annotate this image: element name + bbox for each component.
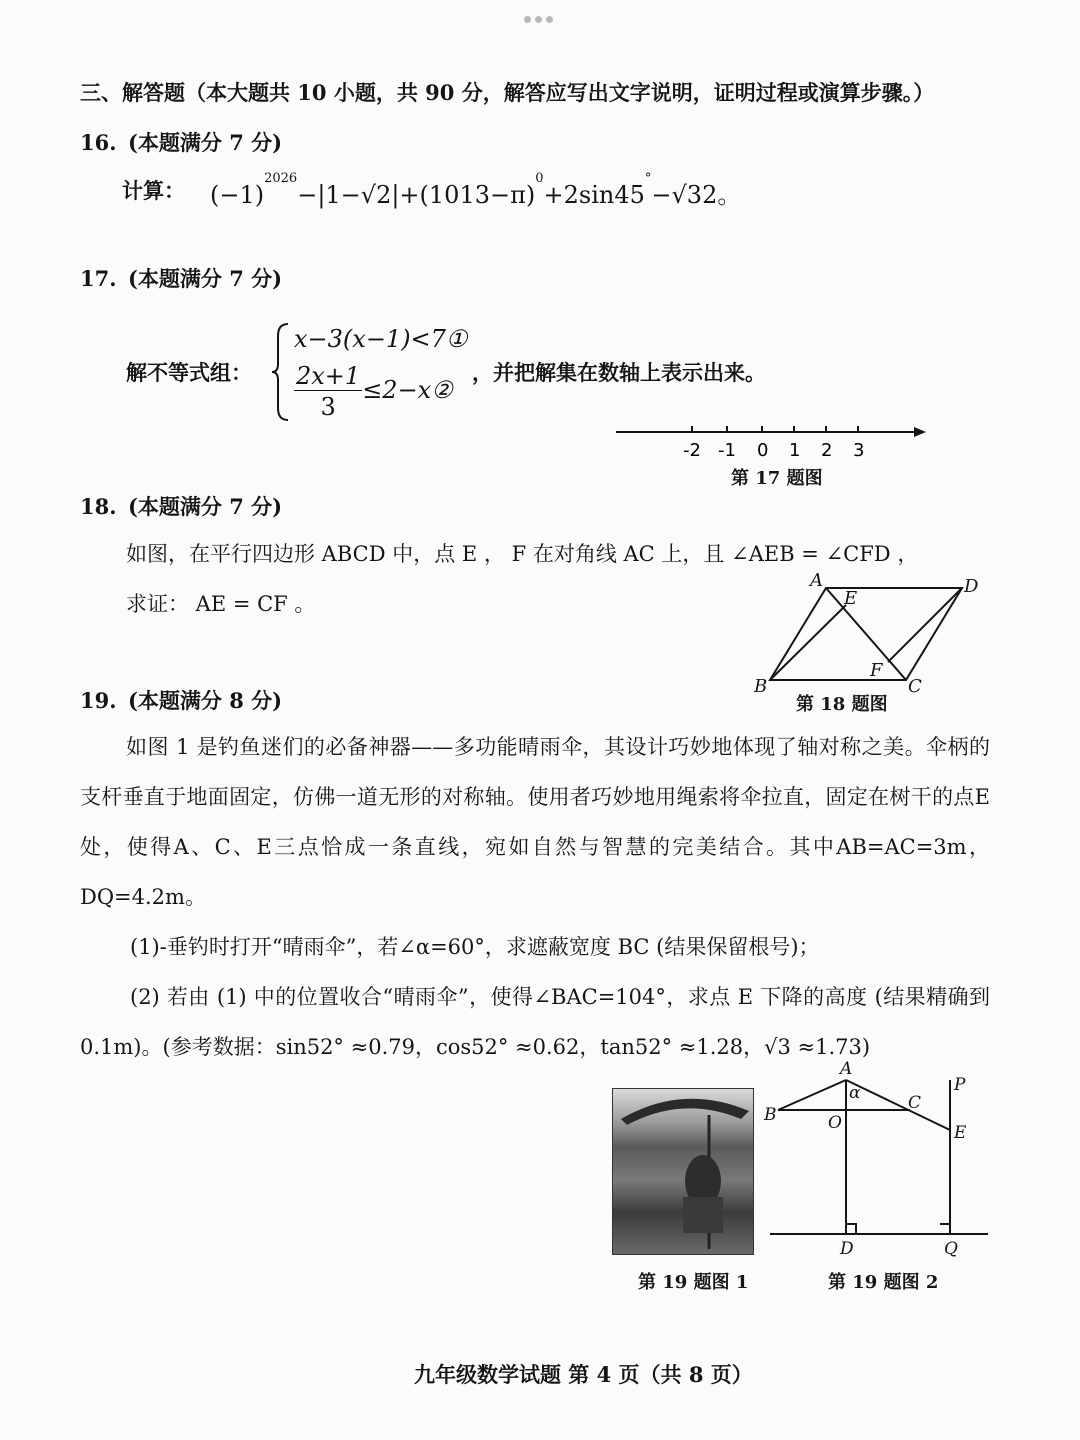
q18-line2: 求证： AE = CF 。 <box>126 592 316 616</box>
axis-label-neg2: -2 <box>683 440 701 461</box>
fig2-point-E: E <box>954 1123 967 1143</box>
fig2-point-C: C <box>908 1093 922 1113</box>
q18-score: (本题满分 7 分) <box>128 494 283 519</box>
q19-score: (本题满分 8 分) <box>128 688 283 713</box>
q17-tail: ，并把解集在数轴上表示出来。 <box>472 360 766 385</box>
fig2-point-P: P <box>954 1075 966 1095</box>
q18-number: 18. <box>80 494 117 519</box>
q19-caption-1: 第 19 题图 1 <box>638 1272 749 1293</box>
point-B: B <box>754 676 768 697</box>
point-C: C <box>908 676 922 697</box>
point-F: F <box>870 660 883 681</box>
fig2-point-O: O <box>828 1113 842 1133</box>
q19-paragraph: 如图 1 是钓鱼迷们的必备神器——多功能晴雨伞，其设计巧妙地体现了轴对称之美。伞柄的支杆垂直于地面固定，仿佛一道无形的对称轴。使用者巧妙地用绳索将伞拉直，固定在树干的点E处，使得A、C、E三点恰成一条直线，宛如自然与智慧的完美结合。其中AB=AC=3m，DQ=4.2m。 <box>80 735 990 909</box>
fig2-point-D: D <box>840 1239 854 1259</box>
parallelogram-figure <box>748 572 988 702</box>
umbrella-diagram <box>760 1058 1000 1268</box>
q16-expression: $(-1)^{2026}-|1-√2|+(1013-\pi)^0+2\sin 45^\circ-√32$。 <box>210 171 742 209</box>
fig2-point-A: A <box>840 1059 853 1079</box>
section-heading: 三、解答题（本大题共 10 小题，共 90 分，解答应写出文字说明，证明过程或演算步骤。） <box>80 80 935 105</box>
axis-label-3: 3 <box>853 440 865 461</box>
q18-line1: 如图，在平行四边形 ABCD 中，点 E ， F 在对角线 AC 上，且 ∠AEB = ∠CFD ， <box>126 542 919 566</box>
axis-label-0: 0 <box>757 440 769 461</box>
q16-prompt: 计算： <box>122 178 185 203</box>
q17-prompt: 解不等式组： <box>126 360 252 385</box>
q19-number: 19. <box>80 688 117 713</box>
q17-fraction-numerator: 2x+1 <box>296 362 361 390</box>
q19-caption-2: 第 19 题图 2 <box>828 1272 939 1293</box>
fig2-point-Q: Q <box>944 1239 958 1259</box>
q16-number: 16. <box>80 130 117 155</box>
q17-score: (本题满分 7 分) <box>128 266 283 291</box>
fig2-point-B: B <box>764 1105 777 1125</box>
number-line <box>612 418 932 468</box>
point-D: D <box>964 576 979 597</box>
point-E: E <box>844 588 858 609</box>
system-brace <box>270 322 292 422</box>
q16-score: (本题满分 7 分) <box>128 130 283 155</box>
q18-caption: 第 18 题图 <box>796 694 888 715</box>
axis-label-neg1: -1 <box>718 440 736 461</box>
q17-inequality-1: x−3(x−1)<7① <box>294 325 468 353</box>
axis-label-2: 2 <box>821 440 833 461</box>
page-footer: 九年级数学试题 第 4 页（共 8 页） <box>414 1362 753 1387</box>
umbrella-photo-image <box>612 1088 754 1255</box>
point-A: A <box>810 572 823 591</box>
q17-caption: 第 17 题图 <box>731 468 823 489</box>
q17-number: 17. <box>80 266 117 291</box>
q17-inequality-2: $\frac{2x+1}{3}$ ≤2−x② <box>296 362 453 421</box>
more-dots-icon[interactable] <box>524 8 557 27</box>
axis-label-1: 1 <box>789 440 801 461</box>
q19-subquestion-2: (2) 若由 (1) 中的位置收合“晴雨伞”，使得∠BAC=104°，求点 E 下降的高度 (结果精确到 0.1m)。(参考数据：sin52° ≈0.79，cos52° ≈0.62，tan52° ≈1.28，√3 ≈1.73) <box>80 985 990 1059</box>
q19-subquestion-1: (1)-垂钓时打开“晴雨伞”，若∠α=60°，求遮蔽宽度 BC (结果保留根号)； <box>130 935 820 959</box>
fig2-alpha: α <box>849 1083 861 1103</box>
q17-fraction-denominator: 3 <box>320 393 336 421</box>
